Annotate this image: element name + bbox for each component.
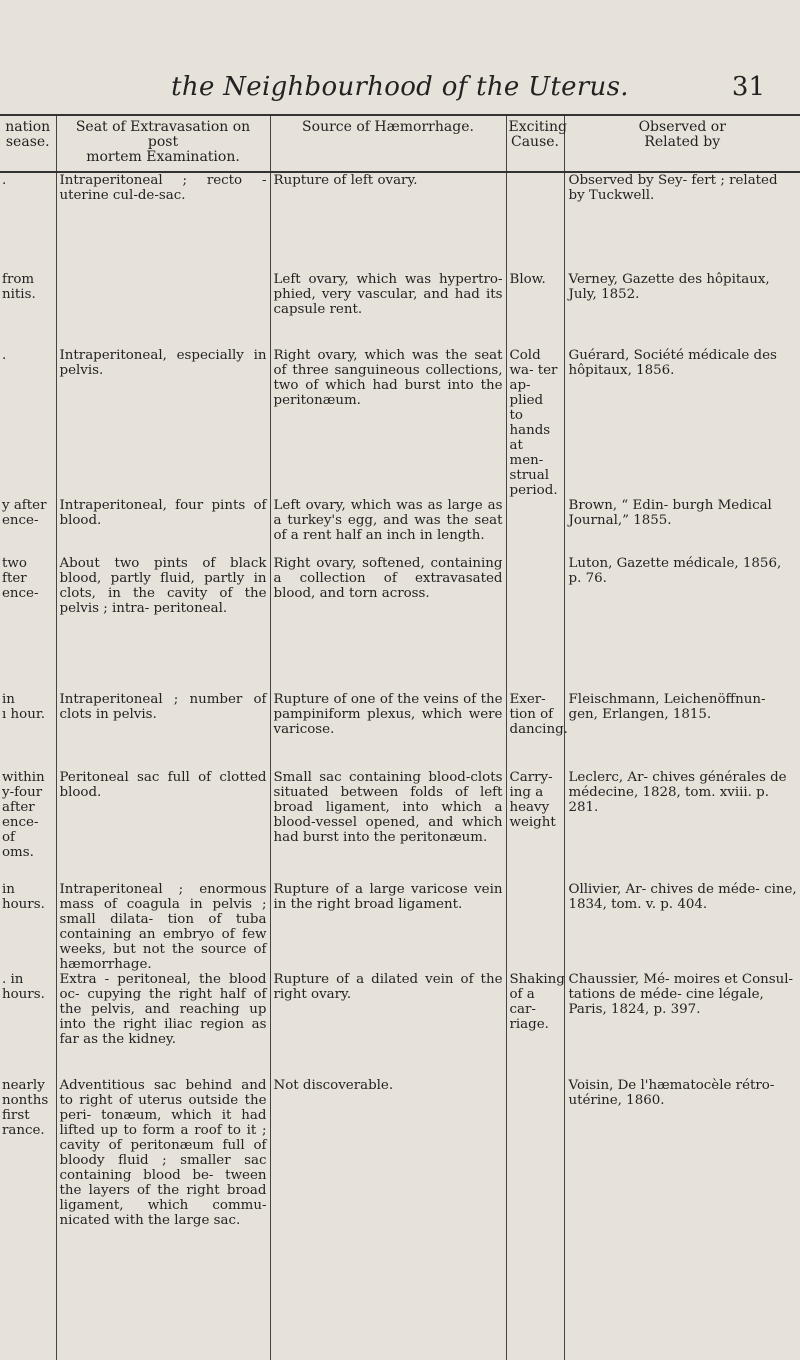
column-header-source: Source of Hæmorrhage. xyxy=(270,115,506,172)
row-observer: Verney, Gazette des hôpitaux, July, 1852. xyxy=(564,272,800,348)
row-stub: within y-four after ence- of oms. xyxy=(2,770,45,860)
table-row xyxy=(0,692,800,770)
row-seat: About two pints of black blood, partly fluid, partly in clots, in the cavity of the pelvis ; intra- peritoneal. xyxy=(56,556,270,692)
row-cause xyxy=(506,172,564,272)
row-cause xyxy=(506,882,564,972)
row-observer: Luton, Gazette médicale, 1856, p. 76. xyxy=(564,556,800,692)
row-observer: Guérard, Société médicale des hôpitaux, 1856. xyxy=(564,348,800,498)
row-stub: in hours. xyxy=(2,882,45,912)
row-source: Rupture of left ovary. xyxy=(270,172,506,272)
row-source: Rupture of a dilated vein of the right ovary. xyxy=(270,972,506,1078)
table-row xyxy=(0,556,800,692)
row-observer: Voisin, De l'hæmatocèle rétro-utérine, 1860. xyxy=(564,1078,800,1360)
row-seat: Intraperitoneal, especially in pelvis. xyxy=(56,348,270,498)
column-header-observer: Observed or Related by xyxy=(564,115,800,172)
cases-table xyxy=(0,114,800,1360)
header-row xyxy=(0,115,800,172)
row-cause xyxy=(506,498,564,556)
row-stub: nearly nonths first rance. xyxy=(2,1078,49,1138)
row-observer: Ollivier, Ar- chives de méde- cine, 1834, tom. v. p. 404. xyxy=(564,882,800,972)
row-source: Right ovary, softened, containing a collection of extravasated blood, and torn across. xyxy=(270,556,506,692)
row-observer: Observed by Sey- fert ; related by Tuckwell. xyxy=(564,172,800,272)
row-source: Left ovary, which was hypertro- phied, very vascular, and had its capsule rent. xyxy=(270,272,506,348)
row-cause: Cold wa- ter ap- plied to hands at men- strual period. xyxy=(506,348,564,498)
row-observer: Leclerc, Ar- chives générales de médecine, 1828, tom. xviii. p. 281. xyxy=(564,770,800,882)
row-source: Right ovary, which was the seat of three sanguineous collections, two of which had burst into the peritonæum. xyxy=(270,348,506,498)
table-row xyxy=(0,882,800,972)
row-seat: Intraperitoneal ; enormous mass of coagula in pelvis ; small dilata- tion of tuba containing an embryo of few weeks, but not the source of hæmorrhage. xyxy=(56,882,270,972)
row-seat: Extra - peritoneal, the blood oc- cupying the right half of the pelvis, and reaching up into the right iliac region as far as the kidney. xyxy=(56,972,270,1078)
table-row xyxy=(0,348,800,498)
row-cause: Carry- ing a heavy weight xyxy=(506,770,564,882)
row-stub: two fter ence- xyxy=(2,556,39,601)
column-header-termination: nation sease. xyxy=(0,115,56,172)
page-number: 31 xyxy=(731,72,765,102)
table-row xyxy=(0,172,800,272)
column-header-cause: Exciting Cause. xyxy=(506,115,564,172)
row-stub: . xyxy=(2,348,7,363)
row-stub: from nitis. xyxy=(2,272,36,302)
row-observer: Fleischmann, Leichenöffnun- gen, Erlangen, 1815. xyxy=(564,692,800,770)
table-row xyxy=(0,498,800,556)
row-source: Rupture of a large varicose vein in the right broad ligament. xyxy=(270,882,506,972)
row-cause: Blow. xyxy=(506,272,564,348)
row-observer: Brown, “ Edin- burgh Medical Journal,” 1855. xyxy=(564,498,800,556)
column-header-seat: Seat of Extravasation on post mortem Examination. xyxy=(56,115,270,172)
row-source: Not discoverable. xyxy=(270,1078,506,1360)
row-cause xyxy=(506,556,564,692)
row-cause: Exer- tion of dancing. xyxy=(506,692,564,770)
row-cause: Shaking of a car- riage. xyxy=(506,972,564,1078)
page-title: the Neighbourhood of the Uterus. xyxy=(171,72,629,102)
row-source: Small sac containing blood-clots situated between folds of left broad ligament, into which a blood-vessel opened, and which had burst into the peritonæum. xyxy=(270,770,506,882)
row-seat: Peritoneal sac full of clotted blood. xyxy=(56,770,270,882)
row-source: Left ovary, which was as large as a turkey's egg, and was the seat of a rent half an inch in length. xyxy=(270,498,506,556)
row-stub: . xyxy=(2,173,7,188)
row-source: Rupture of one of the veins of the pampiniform plexus, which were varicose. xyxy=(270,692,506,770)
row-seat: Intraperitoneal ; number of clots in pelvis. xyxy=(56,692,270,770)
row-seat: Intraperitoneal, four pints of blood. xyxy=(56,498,270,556)
row-stub: . in hours. xyxy=(2,972,45,1002)
row-stub: y after ence- xyxy=(2,498,47,528)
table-row xyxy=(0,972,800,1078)
row-stub: in ı hour. xyxy=(2,692,46,722)
row-observer: Chaussier, Mé- moires et Consul- tations de méde- cine légale, Paris, 1824, p. 397. xyxy=(564,972,800,1078)
row-seat xyxy=(56,272,270,348)
table-row xyxy=(0,770,800,882)
row-seat: Intraperitoneal ; recto - uterine cul-de-sac. xyxy=(56,172,270,272)
row-seat: Adventitious sac behind and to right of uterus outside the peri- tonæum, which it had lifted up to form a roof to it ; cavity of peritonæum full of bloody fluid ; smaller sac containing blood be- tween the layers of the right broad ligament, which commu- nicated with the large sac. xyxy=(56,1078,270,1360)
table-row xyxy=(0,272,800,348)
